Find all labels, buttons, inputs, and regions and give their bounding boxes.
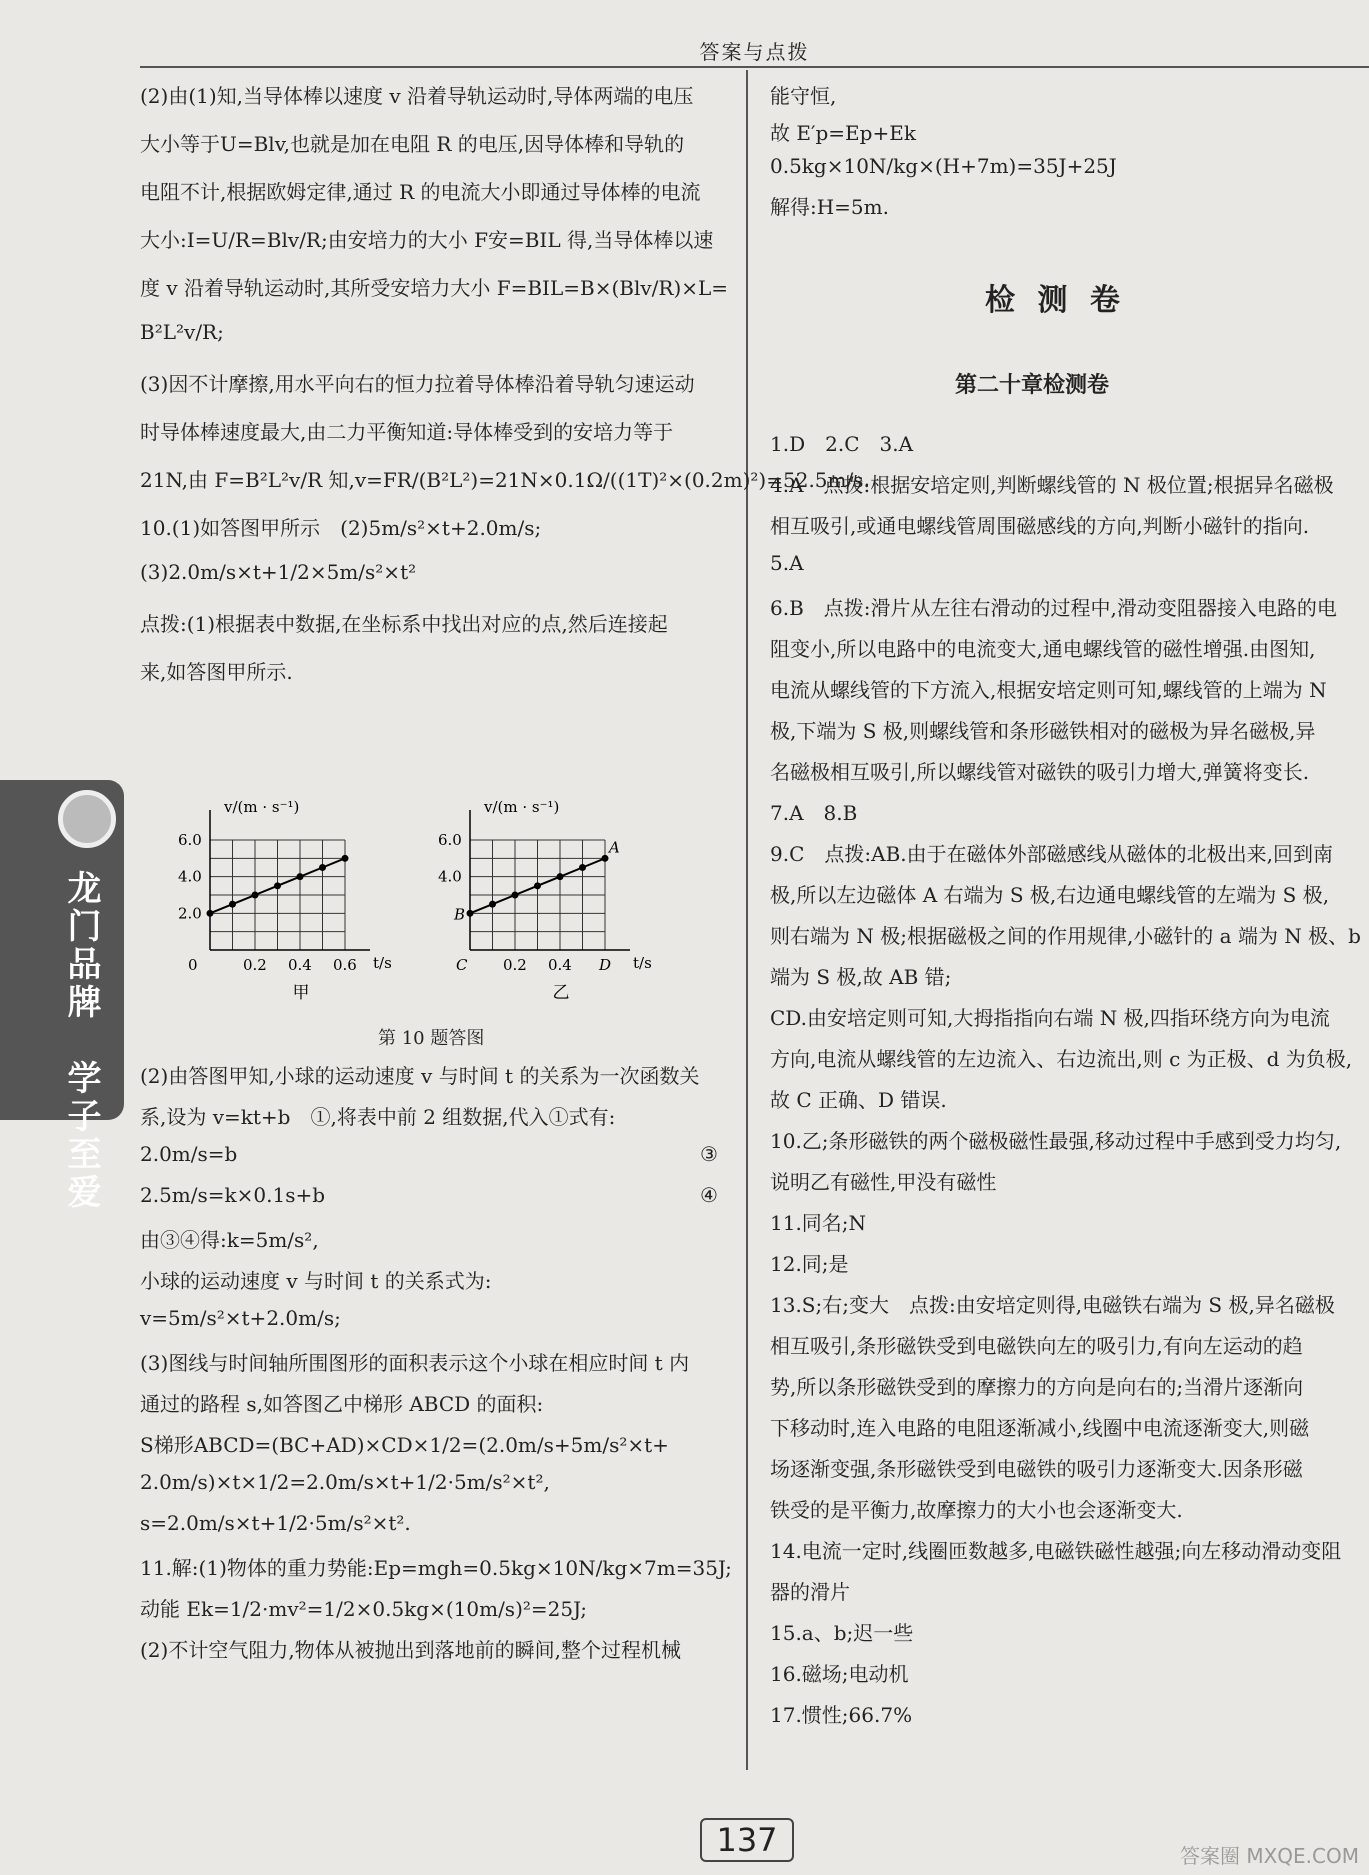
section-title: 检 测 卷 xyxy=(985,283,1126,318)
x-tick-label: 0.4 xyxy=(288,956,312,974)
text-line: 2.5m/s=k×0.1s+b xyxy=(140,1183,326,1207)
point-label: B xyxy=(454,905,466,924)
text-line: 名磁极相互吸引,所以螺线管对磁铁的吸引力增大,弹簧将变长. xyxy=(770,760,1310,784)
x-tick-label: 0.2 xyxy=(503,956,527,974)
text-line: 器的滑片 xyxy=(770,1580,850,1604)
y-tick-label: 4.0 xyxy=(178,867,202,886)
text-line: 解得:H=5m. xyxy=(770,195,889,219)
column-divider xyxy=(746,70,748,1770)
text-line: S梯形ABCD=(BC+AD)×CD×1/2=(2.0m/s+5m/s²×t+ xyxy=(140,1433,669,1457)
text-line: 来,如答图甲所示. xyxy=(140,660,293,684)
text-line: 10.乙;条形磁铁的两个磁极磁性最强,移动过程中手感到受力均匀, xyxy=(770,1129,1342,1153)
text-line: 7.A 8.B xyxy=(770,801,858,825)
text-line: B²L²v/R; xyxy=(140,320,224,344)
text-line: 势,所以条形磁铁受到的摩擦力的方向是向右的;当滑片逐渐向 xyxy=(770,1375,1304,1399)
data-point xyxy=(602,855,609,862)
text-line: 故 C 正确、D 错误. xyxy=(770,1088,947,1112)
text-line: 时导体棒速度最大,由二力平衡知道:导体棒受到的安培力等于 xyxy=(140,420,674,444)
x-tick-label: 0.2 xyxy=(243,956,267,974)
answer-graphs xyxy=(170,790,710,1010)
text-line: 电流从螺线管的下方流入,根据安培定则可知,螺线管的上端为 N xyxy=(770,678,1327,702)
data-point xyxy=(274,882,281,889)
point-label: C xyxy=(456,956,468,974)
graph-caption: 乙 xyxy=(552,983,570,1003)
text-line: 12.同;是 xyxy=(770,1252,849,1276)
chapter-title: 第二十章检测卷 xyxy=(955,372,1110,398)
data-point xyxy=(229,901,236,908)
text-line: 通过的路程 s,如答图乙中梯形 ABCD 的面积: xyxy=(140,1392,544,1416)
y-tick-label: 4.0 xyxy=(438,867,462,886)
data-point xyxy=(342,855,349,862)
data-point xyxy=(207,910,214,917)
text-line: (3)2.0m/s×t+1/2×5m/s²×t² xyxy=(140,560,417,584)
text-line: 度 v 沿着导轨运动时,其所受安培力大小 F=BIL=B×(Blv/R)×L= xyxy=(140,276,729,300)
text-line: 动能 Ek=1/2·mv²=1/2×0.5kg×(10m/s)²=25J; xyxy=(140,1597,588,1621)
data-point xyxy=(579,864,586,871)
text-line: 小球的运动速度 v 与时间 t 的关系式为: xyxy=(140,1269,492,1293)
text-line: 下移动时,连入电路的电阻逐渐减小,线圈中电流逐渐变大,则磁 xyxy=(770,1416,1310,1440)
text-line: 5.A xyxy=(770,551,804,575)
text-line: (3)因不计摩擦,用水平向右的恒力拉着导体棒沿着导轨匀速运动 xyxy=(140,372,695,396)
y-tick-label: 6.0 xyxy=(178,831,202,849)
equation-number: ④ xyxy=(700,1183,718,1207)
text-line: 方向,电流从螺线管的左边流入、右边流出,则 c 为正极、d 为负极, xyxy=(770,1047,1353,1071)
text-line: 15.a、b;迟一些 xyxy=(770,1621,914,1645)
text-line: 2.0m/s=b xyxy=(140,1142,238,1166)
text-line: 极,所以左边磁体 A 右端为 S 极,右边通电螺线管的左端为 S 极, xyxy=(770,883,1330,907)
sidebar-brand: 龙门品牌 学子至爱 xyxy=(61,870,101,1212)
data-point xyxy=(467,910,474,917)
text-line: 能守恒, xyxy=(770,84,837,108)
watermark: 答案圈 MXQE.COM xyxy=(1179,1844,1359,1868)
y-axis-label: v/(m · s⁻¹) xyxy=(484,798,560,816)
text-line: 则右端为 N 极;根据磁极之间的作用规律,小磁针的 a 端为 N 极、b xyxy=(770,924,1361,948)
text-line: 1.D 2.C 3.A xyxy=(770,432,914,456)
text-line: 铁受的是平衡力,故摩擦力的大小也会逐渐变大. xyxy=(770,1498,1183,1522)
y-tick-label: 6.0 xyxy=(438,831,462,849)
text-line: 点拨:(1)根据表中数据,在坐标系中找出对应的点,然后连接起 xyxy=(140,612,668,636)
graph-caption: 甲 xyxy=(292,983,310,1003)
text-line: (3)图线与时间轴所围图形的面积表示这个小球在相应时间 t 内 xyxy=(140,1351,690,1375)
text-line: 17.惯性;66.7% xyxy=(770,1703,913,1727)
x-axis-label: t/s xyxy=(633,954,652,972)
figure-caption: 第 10 题答图 xyxy=(378,1028,485,1049)
text-line: 0.5kg×10N/kg×(H+7m)=35J+25J xyxy=(770,154,1117,178)
text-line: 相互吸引,或通电螺线管周围磁感线的方向,判断小磁针的指向. xyxy=(770,514,1310,538)
point-label: A xyxy=(609,838,620,857)
text-line: 故 E′p=Ep+Ek xyxy=(770,121,916,145)
text-line: 说明乙有磁性,甲没有磁性 xyxy=(770,1170,997,1194)
y-axis-label: v/(m · s⁻¹) xyxy=(224,798,300,816)
page-header xyxy=(140,0,1369,68)
text-line: 9.C 点拨:AB.由于在磁体外部磁感线从磁体的北极出来,回到南 xyxy=(770,842,1333,866)
text-line: 11.同名;N xyxy=(770,1211,867,1235)
text-line: v=5m/s²×t+2.0m/s; xyxy=(140,1306,341,1330)
text-line: 10.(1)如答图甲所示 (2)5m/s²×t+2.0m/s; xyxy=(140,516,542,540)
point-label: D xyxy=(599,956,612,974)
text-line: 21N,由 F=B²L²v/R 知,v=FR/(B²L²)=21N×0.1Ω/((1T)²×(0.2m)²)=52.5m/s. xyxy=(140,468,870,492)
text-line: 阻变小,所以电路中的电流变大,通电螺线管的磁性增强.由图知, xyxy=(770,637,1316,661)
text-line: 6.B 点拨:滑片从左往右滑动的过程中,滑动变阻器接入电路的电 xyxy=(770,596,1337,620)
text-line: 2.0m/s)×t×1/2=2.0m/s×t+1/2·5m/s²×t², xyxy=(140,1470,550,1494)
data-point xyxy=(557,873,564,880)
text-line: 大小等于U=Blv,也就是加在电阻 R 的电压,因导体棒和导轨的 xyxy=(140,132,685,156)
text-line: 16.磁场;电动机 xyxy=(770,1662,909,1686)
text-line: (2)由(1)知,当导体棒以速度 v 沿着导轨运动时,导体两端的电压 xyxy=(140,84,694,108)
text-line: 电阻不计,根据欧姆定律,通过 R 的电流大小即通过导体棒的电流 xyxy=(140,180,701,204)
text-line: 相互吸引,条形磁铁受到电磁铁向左的吸引力,有向左运动的趋 xyxy=(770,1334,1303,1358)
data-point xyxy=(297,873,304,880)
text-line: (2)由答图甲知,小球的运动速度 v 与时间 t 的关系为一次函数关 xyxy=(140,1064,700,1088)
x-axis-label: t/s xyxy=(373,954,392,972)
x-tick-label: 0.6 xyxy=(333,956,357,974)
sidebar-dot xyxy=(58,790,116,848)
text-line: 4.A 点拨:根据安培定则,判断螺线管的 N 极位置;根据异名磁极 xyxy=(770,473,1334,497)
data-point xyxy=(489,901,496,908)
text-line: 场逐渐变强,条形磁铁受到电磁铁的吸引力逐渐变大.因条形磁 xyxy=(770,1457,1303,1481)
text-line: 13.S;右;变大 点拨:由安培定则得,电磁铁右端为 S 极,异名磁极 xyxy=(770,1293,1335,1317)
data-point xyxy=(534,882,541,889)
text-line: (2)不计空气阻力,物体从被抛出到落地前的瞬间,整个过程机械 xyxy=(140,1638,682,1662)
data-point xyxy=(319,864,326,871)
text-line: 由③④得:k=5m/s², xyxy=(140,1228,319,1252)
text-line: s=2.0m/s×t+1/2·5m/s²×t². xyxy=(140,1511,411,1535)
text-line: CD.由安培定则可知,大拇指指向右端 N 极,四指环绕方向为电流 xyxy=(770,1006,1330,1030)
header-title: 答案与点拨 xyxy=(699,40,810,64)
data-point xyxy=(512,892,519,899)
text-line: 大小:I=U/R=Blv/R;由安培力的大小 F安=BIL 得,当导体棒以速 xyxy=(140,228,714,252)
text-line: 系,设为 v=kt+b ①,将表中前 2 组数据,代入①式有: xyxy=(140,1105,616,1129)
y-tick-label: 2.0 xyxy=(178,904,202,923)
data-point xyxy=(252,892,259,899)
text-line: 端为 S 极,故 AB 错; xyxy=(770,965,952,989)
text-line: 极,下端为 S 极,则螺线管和条形磁铁相对的磁极为异名磁极,异 xyxy=(770,719,1316,743)
page-number: 137 xyxy=(700,1818,794,1862)
equation-number: ③ xyxy=(700,1142,718,1166)
x-tick-label: 0 xyxy=(188,956,198,974)
text-line: 11.解:(1)物体的重力势能:Ep=mgh=0.5kg×10N/kg×7m=35J; xyxy=(140,1556,732,1580)
x-tick-label: 0.4 xyxy=(548,956,572,974)
text-line: 14.电流一定时,线圈匝数越多,电磁铁磁性越强;向左移动滑动变阻 xyxy=(770,1539,1342,1563)
